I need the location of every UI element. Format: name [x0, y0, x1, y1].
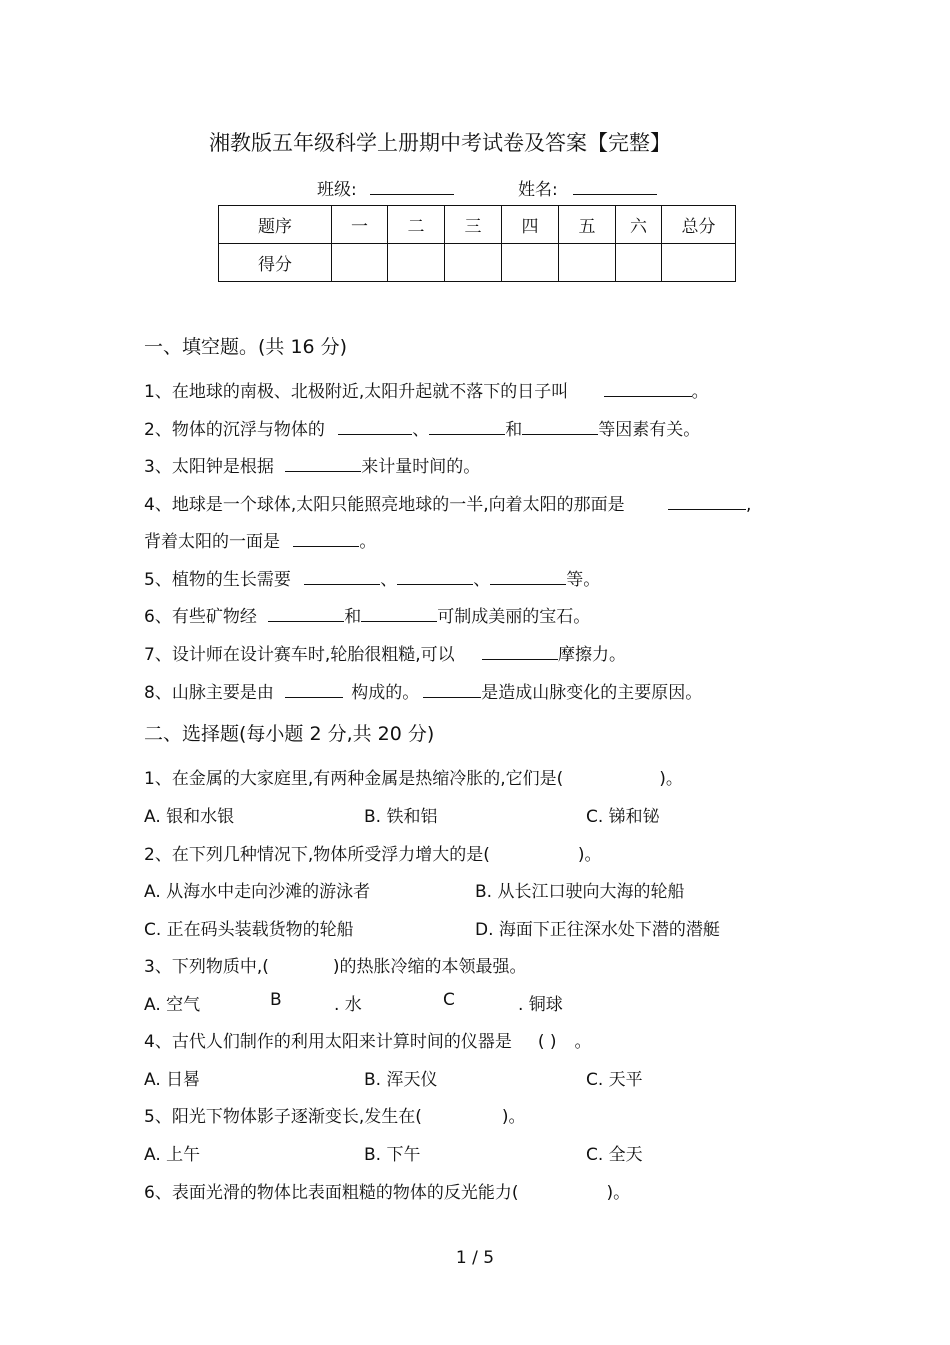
question-text: 和 [344, 607, 362, 627]
choice-5-option-c: C. 全天 [586, 1145, 643, 1165]
answer-blank [423, 680, 481, 698]
choice-4-option-a: A. 日晷 [144, 1070, 201, 1090]
question-stem: 2、在下列几种情况下,物体所受浮力增大的是( [144, 845, 490, 865]
choice-2-option-c: C. 正在码头装载货物的轮船 [144, 920, 354, 940]
score-table-header-row [219, 206, 736, 244]
choice-1-option-a: A. 银和水银 [144, 807, 235, 827]
score-cell [445, 244, 502, 282]
question-text: 。 [691, 382, 709, 402]
choice-question-1 [144, 764, 683, 789]
answer-blank [293, 529, 359, 547]
score-cell [388, 244, 445, 282]
choice-question-5 [144, 1102, 526, 1127]
question-text: )。 [606, 1183, 631, 1203]
fill-question-2 [144, 415, 700, 440]
fill-question-1 [144, 377, 709, 402]
score-cell [662, 244, 736, 282]
fill-question-4 [144, 490, 751, 515]
answer-blank [285, 680, 343, 698]
answer-blank [668, 492, 746, 510]
fill-question-7 [144, 640, 626, 665]
choice-4-option-b: B. 浑天仪 [364, 1070, 438, 1090]
question-text: 1、在地球的南极、北极附近,太阳升起就不落下的日子叫 [144, 382, 569, 402]
score-header-cell: 总分 [662, 206, 736, 244]
score-header-cell: 二 [388, 206, 445, 244]
score-header-cell: 一 [332, 206, 388, 244]
choice-question-3 [144, 952, 527, 977]
fill-question-5 [144, 565, 600, 590]
choice-3-option-b-text: . 水 [334, 995, 362, 1015]
answer-blank [429, 417, 505, 435]
choice-1-option-b: B. 铁和铝 [364, 807, 438, 827]
question-stem: 6、表面光滑的物体比表面粗糙的物体的反光能力( [144, 1183, 519, 1203]
score-header-cell: 题序 [219, 206, 332, 244]
question-text: 背着太阳的一面是 [144, 532, 280, 552]
question-text: 7、设计师在设计赛车时,轮胎很粗糙,可以 [144, 645, 455, 665]
score-table-score-row [219, 244, 736, 282]
choice-question-6 [144, 1178, 630, 1203]
document-title: 湘教版五年级科学上册期中考试卷及答案【完整】 [209, 131, 671, 155]
answer-blank [522, 417, 598, 435]
question-text: 、 [473, 570, 491, 590]
choice-question-4 [144, 1027, 592, 1052]
question-text: )。 [501, 1107, 526, 1127]
question-text: 8、山脉主要是由 [144, 683, 274, 703]
question-text: 等。 [566, 570, 601, 590]
question-stem: 1、在金属的大家庭里,有两种金属是热缩冷胀的,它们是( [144, 769, 564, 789]
question-stem: 4、古代人们制作的利用太阳来计算时间的仪器是 [144, 1032, 512, 1052]
fill-question-3 [144, 452, 480, 477]
question-text: 。 [574, 1032, 592, 1052]
answer-blank [304, 567, 380, 585]
name-label: 姓名: [518, 180, 558, 200]
score-header-cell: 四 [502, 206, 559, 244]
choice-3-option-a: A. 空气 [144, 995, 201, 1015]
question-text: 4、地球是一个球体,太阳只能照亮地球的一半,向着太阳的那面是 [144, 495, 625, 515]
score-cell [332, 244, 388, 282]
question-text: 3、太阳钟是根据 [144, 457, 274, 477]
answer-blank [268, 604, 344, 622]
question-text: 可制成美丽的宝石。 [437, 607, 591, 627]
score-cell [616, 244, 662, 282]
page-number: 1 / 5 [455, 1248, 495, 1268]
question-text: 和 [505, 420, 523, 440]
question-text: 构成的。 [351, 683, 420, 703]
question-text: 。 [359, 532, 377, 552]
question-text: 、 [412, 420, 430, 440]
choice-5-option-b: B. 下午 [364, 1145, 421, 1165]
fill-question-6 [144, 602, 590, 627]
fill-question-8 [144, 678, 702, 703]
answer-blank [482, 642, 558, 660]
question-text: 等因素有关。 [598, 420, 701, 440]
choice-5-option-a: A. 上午 [144, 1145, 201, 1165]
question-stem: 5、阳光下物体影子逐渐变长,发生在( [144, 1107, 422, 1127]
answer-blank [490, 567, 566, 585]
choice-3-option-c-letter: C [443, 990, 455, 1010]
choice-2-option-d: D. 海面下正往深水处下潜的潜艇 [475, 920, 720, 940]
class-blank [370, 177, 454, 195]
score-cell [559, 244, 616, 282]
answer-blank [397, 567, 473, 585]
section1-heading: 一、填空题。(共 16 分) [144, 336, 348, 358]
choice-question-2 [144, 840, 602, 865]
score-table [218, 205, 736, 282]
question-stem: 3、下列物质中,( [144, 957, 269, 977]
choice-2-option-a: A. 从海水中走向沙滩的游泳者 [144, 882, 371, 902]
score-header-cell: 三 [445, 206, 502, 244]
score-header-cell: 六 [616, 206, 662, 244]
class-label: 班级: [317, 180, 357, 200]
question-text: )。 [659, 769, 683, 789]
score-header-cell: 五 [559, 206, 616, 244]
answer-parenthesis: ( ) [537, 1032, 557, 1052]
class-field [317, 175, 454, 200]
question-text: )的热胀冷缩的本领最强。 [332, 957, 527, 977]
answer-blank [285, 454, 361, 472]
choice-3-option-c-text: . 铜球 [518, 995, 563, 1015]
fill-question-4-continued [144, 527, 376, 552]
score-row-label: 得分 [219, 244, 332, 282]
choice-1-option-c: C. 锑和铋 [586, 807, 660, 827]
answer-blank [604, 379, 692, 397]
question-text: 6、有些矿物经 [144, 607, 257, 627]
answer-blank [361, 604, 437, 622]
section2-heading: 二、选择题(每小题 2 分,共 20 分) [144, 723, 435, 745]
question-text: )。 [577, 845, 602, 865]
question-text: 摩擦力。 [558, 645, 627, 665]
choice-2-option-b: B. 从长江口驶向大海的轮船 [475, 882, 685, 902]
score-cell [502, 244, 559, 282]
question-text: 2、物体的沉浮与物体的 [144, 420, 325, 440]
question-text: 5、植物的生长需要 [144, 570, 291, 590]
question-text: , [746, 495, 752, 515]
question-text: 、 [380, 570, 398, 590]
choice-4-option-c: C. 天平 [586, 1070, 643, 1090]
choice-3-option-b-letter: B [270, 990, 282, 1010]
question-text: 是造成山脉变化的主要原因。 [481, 683, 703, 703]
question-text: 来计量时间的。 [361, 457, 481, 477]
name-blank [573, 177, 657, 195]
name-field [518, 175, 657, 200]
answer-blank [338, 417, 412, 435]
